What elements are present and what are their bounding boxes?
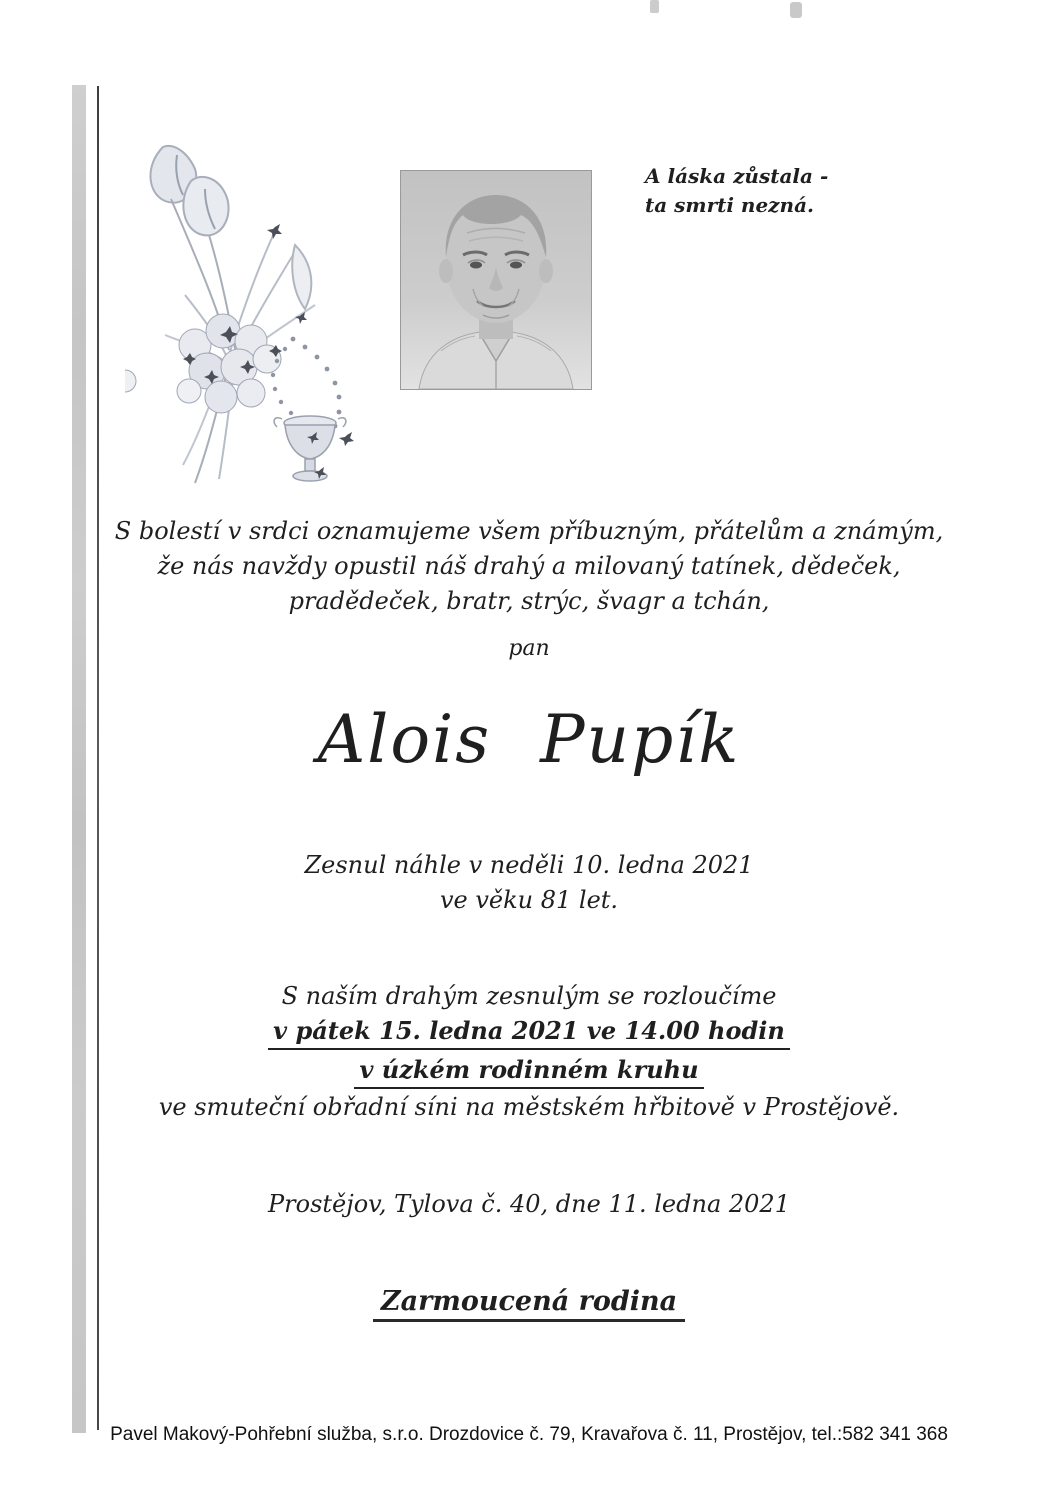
deceased-name: Alois Pupík <box>317 701 741 778</box>
farewell-family-circle: v úzkém rodinném kruhu <box>354 1053 703 1089</box>
farewell-date-time: v pátek 15. ledna 2021 ve 14.00 hodin <box>268 1014 790 1050</box>
announcement-line-3: pradědeček, bratr, strýc, švagr a tchán, <box>288 587 770 615</box>
funeral-service-footer: Pavel Makový-Pohřební služba, s.r.o. Drozdovice č. 79, Kravařova č. 11, Prostějov, tel.:582 341 368 <box>110 1424 948 1445</box>
flower-bouquet-illustration <box>125 135 385 510</box>
motto-line-2: ta smrti nezná. <box>645 193 815 217</box>
motto-verse <box>645 162 905 220</box>
farewell-line-4: ve smuteční obřadní síni na městském hřbitově v Prostějově. <box>158 1093 900 1121</box>
signature-line <box>0 1286 1058 1322</box>
farewell-block <box>0 980 1058 1124</box>
place-and-date: Prostějov, Tylova č. 40, dne 11. ledna 2021 <box>268 1190 790 1218</box>
farewell-line-2 <box>0 1013 1058 1052</box>
announcement-line-1: S bolestí v srdci oznamujeme všem příbuzným, přátelům a známým, <box>114 517 944 545</box>
death-info <box>0 848 1058 918</box>
scan-artifact-top-mark-left <box>650 0 659 13</box>
grieving-family-signature: Zarmoucená rodina <box>373 1286 685 1322</box>
announcement-line-2: že nás navždy opustil náš drahý a milovaný tatínek, dědeček, <box>157 552 901 580</box>
death-info-line-1: Zesnul náhle v neděli 10. ledna 2021 <box>304 851 754 879</box>
scan-artifact-top-mark-right <box>790 2 802 18</box>
farewell-line-1: S naším drahým zesnulým se rozloučíme <box>281 982 777 1010</box>
announcement-paragraph <box>0 514 1058 619</box>
motto-line-1: A láska zůstala - <box>645 164 829 188</box>
death-info-line-2: ve věku 81 let. <box>439 886 619 914</box>
farewell-line-3 <box>0 1052 1058 1091</box>
title-prefix: pan <box>508 636 550 661</box>
deceased-portrait-photo <box>400 170 592 390</box>
